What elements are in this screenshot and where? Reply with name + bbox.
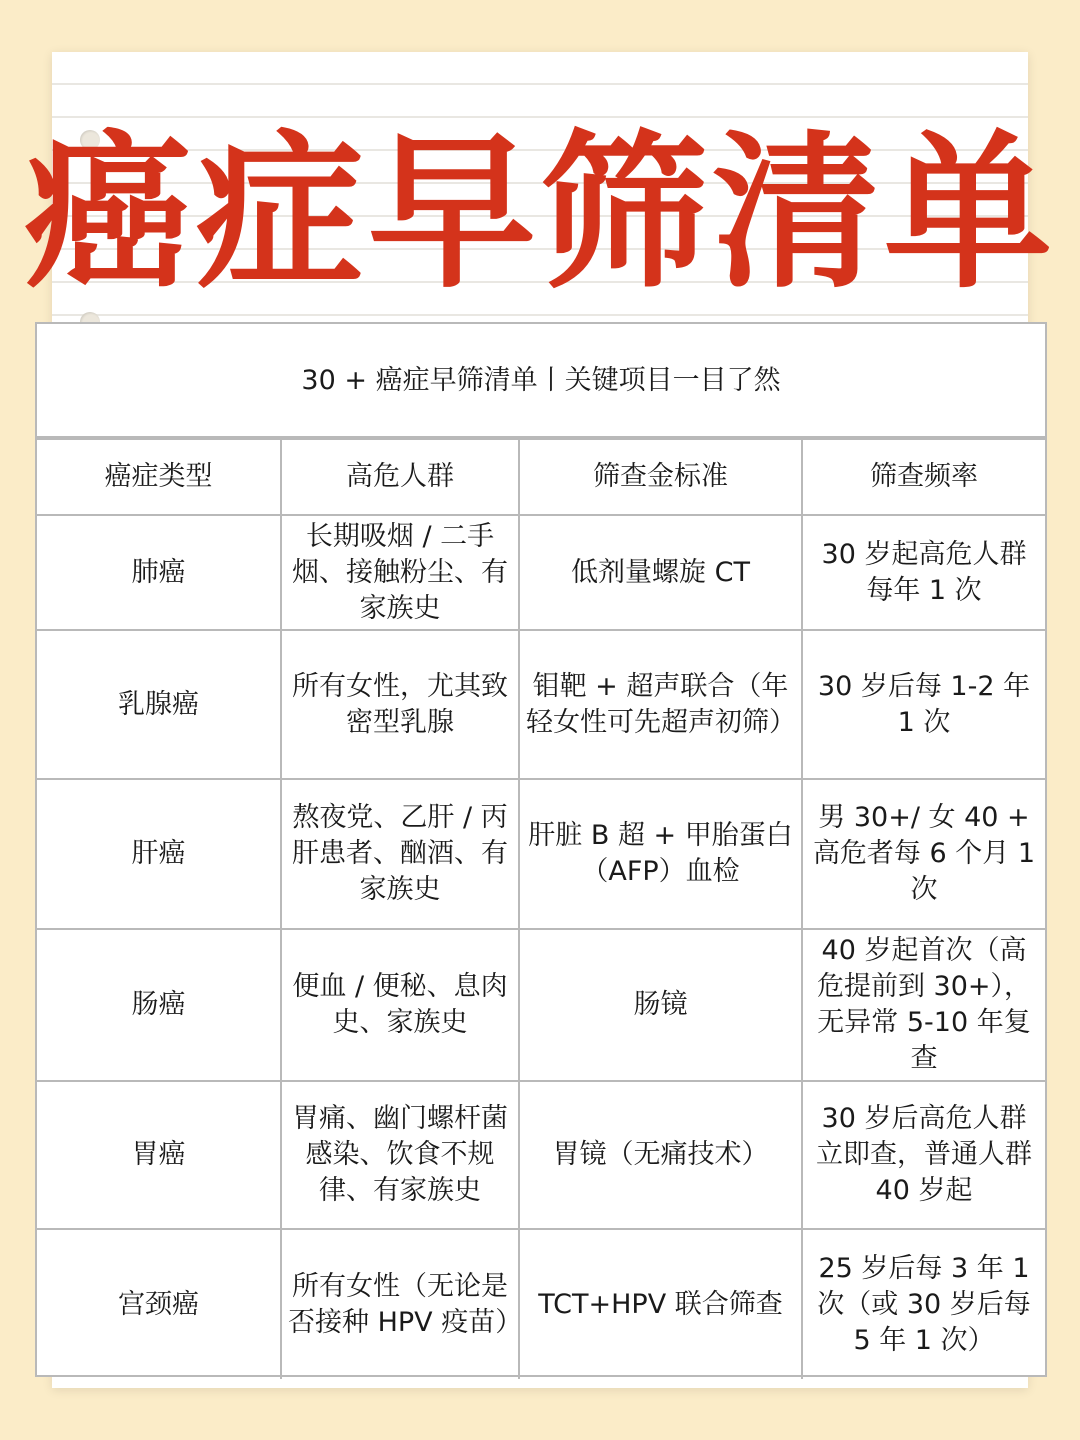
cell-gold-standard: 肝脏 B 超 + 甲胎蛋白（AFP）血检 (519, 779, 802, 929)
cell-cancer-type: 肠癌 (37, 929, 281, 1081)
cell-cancer-type: 肺癌 (37, 515, 281, 630)
cell-frequency: 30 岁后高危人群立即查，普通人群 40 岁起 (802, 1081, 1045, 1229)
table-row (37, 1081, 1045, 1229)
cell-cancer-type: 胃癌 (37, 1081, 281, 1229)
table-row (37, 515, 1045, 630)
page-title: 癌症早筛清单 (24, 113, 1056, 311)
cell-gold-standard: 钼靶 + 超声联合（年轻女性可先超声初筛） (519, 630, 802, 779)
table-row (37, 630, 1045, 779)
cell-cancer-type: 肝癌 (37, 779, 281, 929)
cell-frequency: 40 岁起首次（高危提前到 30+），无异常 5-10 年复查 (802, 929, 1045, 1081)
cell-frequency: 30 岁后每 1-2 年 1 次 (802, 630, 1045, 779)
cell-gold-standard: 胃镜（无痛技术） (519, 1081, 802, 1229)
table-row (37, 779, 1045, 929)
header-gold-standard: 筛查金标准 (519, 439, 802, 515)
screening-table (37, 438, 1045, 1379)
cell-cancer-type: 宫颈癌 (37, 1229, 281, 1379)
header-high-risk-group: 高危人群 (281, 439, 519, 515)
header-cancer-type: 癌症类型 (37, 439, 281, 515)
cell-frequency: 25 岁后每 3 年 1 次（或 30 岁后每 5 年 1 次） (802, 1229, 1045, 1379)
cell-high-risk-group: 长期吸烟 / 二手烟、接触粉尘、有家族史 (281, 515, 519, 630)
table-header-row (37, 439, 1045, 515)
table-row (37, 1229, 1045, 1379)
cell-cancer-type: 乳腺癌 (37, 630, 281, 779)
cell-high-risk-group: 熬夜党、乙肝 / 丙肝患者、酗酒、有家族史 (281, 779, 519, 929)
header-frequency: 筛查频率 (802, 439, 1045, 515)
table-row (37, 929, 1045, 1081)
cell-high-risk-group: 所有女性（无论是否接种 HPV 疫苗） (281, 1229, 519, 1379)
cell-high-risk-group: 所有女性，尤其致密型乳腺 (281, 630, 519, 779)
cell-gold-standard: 肠镜 (519, 929, 802, 1081)
table-caption: 30 + 癌症早筛清单丨关键项目一目了然 (37, 324, 1045, 438)
cell-gold-standard: TCT+HPV 联合筛查 (519, 1229, 802, 1379)
cell-high-risk-group: 胃痛、幽门螺杆菌感染、饮食不规律、有家族史 (281, 1081, 519, 1229)
cell-frequency: 30 岁起高危人群每年 1 次 (802, 515, 1045, 630)
screening-table-card (35, 322, 1047, 1377)
cell-gold-standard: 低剂量螺旋 CT (519, 515, 802, 630)
cell-high-risk-group: 便血 / 便秘、息肉史、家族史 (281, 929, 519, 1081)
cell-frequency: 男 30+/ 女 40 + 高危者每 6 个月 1 次 (802, 779, 1045, 929)
